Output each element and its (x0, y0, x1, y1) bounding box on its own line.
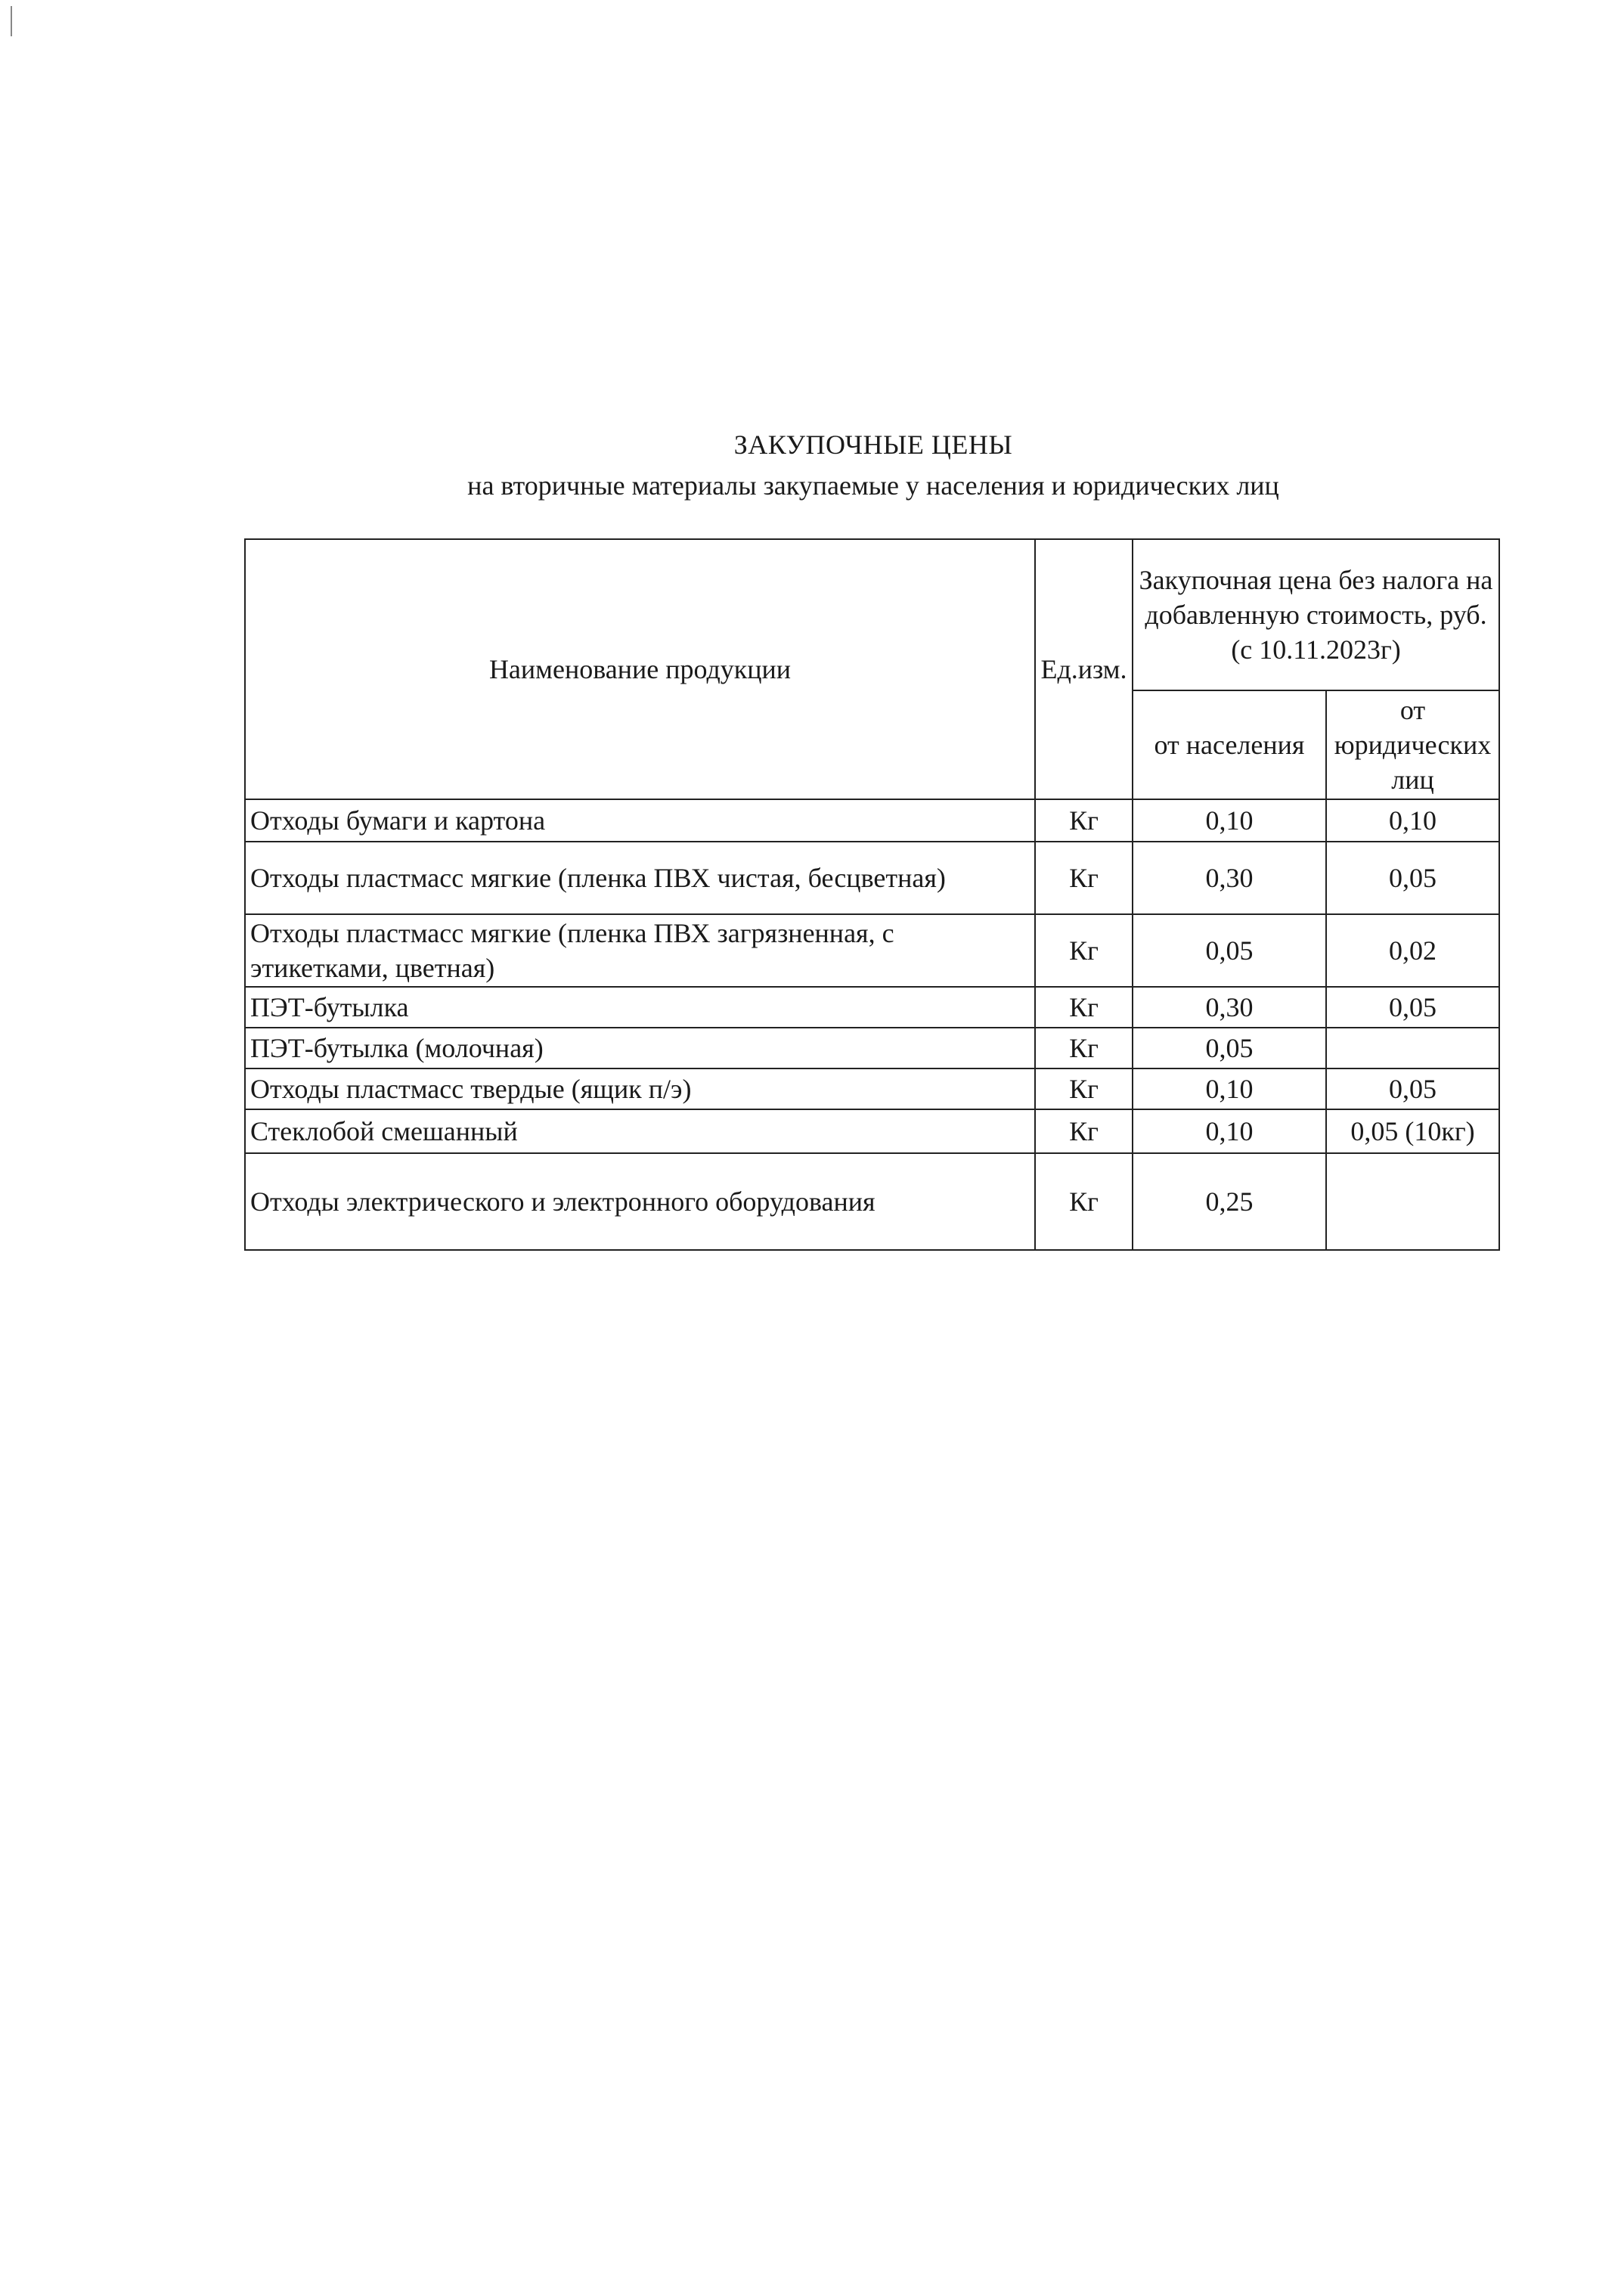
product-name: ПЭТ-бутылка (молочная) (245, 1028, 1035, 1068)
price-population: 0,10 (1133, 1109, 1326, 1153)
price-legal: 0,05 (1326, 987, 1499, 1028)
product-unit: Кг (1035, 799, 1133, 842)
product-name: ПЭТ-бутылка (245, 987, 1035, 1028)
document-title: ЗАКУПОЧНЫЕ ЦЕНЫ (733, 430, 1013, 460)
price-legal: 0,05 (1326, 842, 1499, 914)
price-legal: 0,10 (1326, 799, 1499, 842)
product-unit: Кг (1035, 1153, 1133, 1250)
product-name: Отходы бумаги и картона (245, 799, 1035, 842)
price-legal: 0,02 (1326, 914, 1499, 987)
table-row (245, 842, 1499, 914)
product-unit: Кг (1035, 914, 1133, 987)
price-population: 0,10 (1133, 799, 1326, 842)
table-row (245, 1068, 1499, 1109)
header-price-group: Закупочная цена без налога на добавленную стоимость, руб. (с 10.11.2023г) (1133, 539, 1499, 690)
product-unit: Кг (1035, 842, 1133, 914)
table-row (245, 1109, 1499, 1153)
price-legal: 0,05 (1326, 1068, 1499, 1109)
header-from-population: от населения (1133, 690, 1326, 799)
header-row (245, 539, 1499, 690)
price-legal (1326, 1153, 1499, 1250)
price-legal: 0,05 (10кг) (1326, 1109, 1499, 1153)
product-unit: Кг (1035, 1109, 1133, 1153)
table-row (245, 987, 1499, 1028)
price-population: 0,25 (1133, 1153, 1326, 1250)
product-unit: Кг (1035, 1028, 1133, 1068)
price-population: 0,30 (1133, 987, 1326, 1028)
scan-edge-mark (11, 6, 12, 36)
table-row (245, 1028, 1499, 1068)
product-name: Отходы пластмасс мягкие (пленка ПВХ загрязненная, с этикетками, цветная) (245, 914, 1035, 987)
document-subtitle: на вторичные материалы закупаемые у населения и юридических лиц (467, 470, 1279, 501)
price-legal (1326, 1028, 1499, 1068)
product-unit: Кг (1035, 1068, 1133, 1109)
table-row (245, 914, 1499, 987)
header-unit: Ед.изм. (1035, 539, 1133, 799)
product-name: Отходы пластмасс мягкие (пленка ПВХ чистая, бесцветная) (245, 842, 1035, 914)
product-name: Отходы электрического и электронного оборудования (245, 1153, 1035, 1250)
product-name: Отходы пластмасс твердые (ящик п/э) (245, 1068, 1035, 1109)
table-row (245, 1153, 1499, 1250)
product-unit: Кг (1035, 987, 1133, 1028)
price-population: 0,10 (1133, 1068, 1326, 1109)
table-row (245, 799, 1499, 842)
header-from-legal: от юридических лиц (1326, 690, 1499, 799)
price-population: 0,05 (1133, 1028, 1326, 1068)
price-table (244, 538, 1500, 1251)
price-population: 0,30 (1133, 842, 1326, 914)
header-name: Наименование продукции (245, 539, 1035, 799)
product-name: Стеклобой смешанный (245, 1109, 1035, 1153)
price-population: 0,05 (1133, 914, 1326, 987)
